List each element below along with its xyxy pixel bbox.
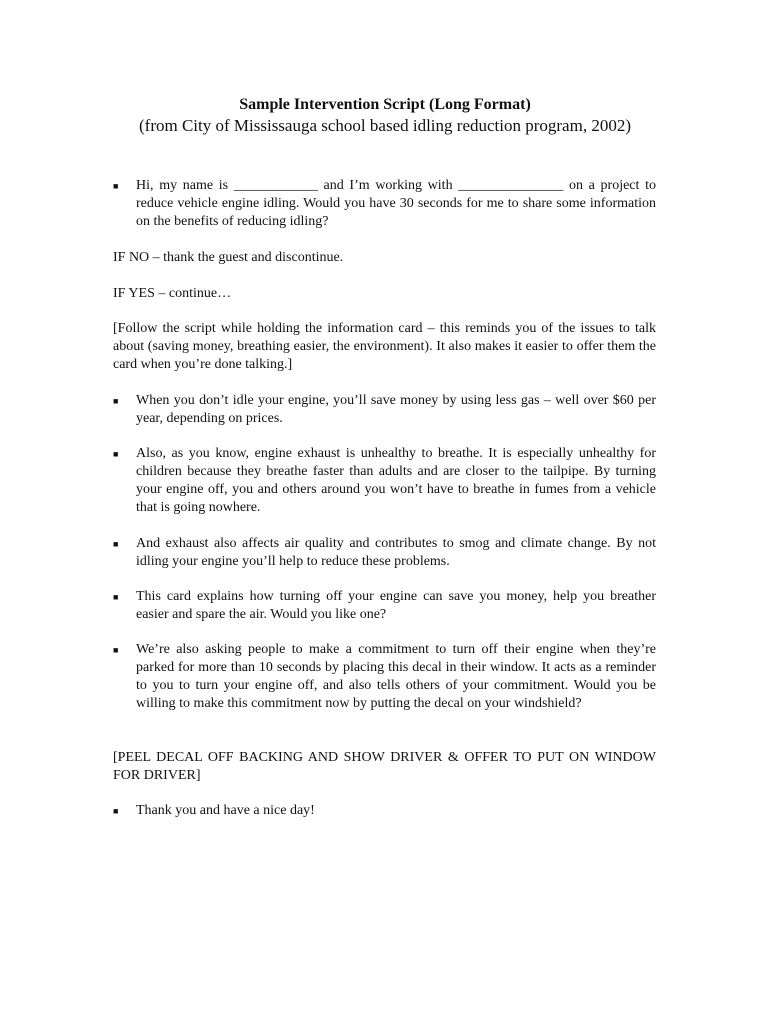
bullet-commitment [113,641,656,713]
bullet-marker: ■ [113,181,119,191]
bullet-marker: ■ [113,449,119,459]
bullet-card [113,588,656,624]
bullet-thanks [113,802,656,820]
bullet-intro [113,177,656,231]
bullet-text: We’re also asking people to make a commitment to turn off their engine when they’re parked for more than 10 seconds by placing this decal in their window. It acts as a reminder to you to turn your engine off, and also tells others of your commitment. Would you be willing to make this commitment now by putting the decal on your windshield? [136,642,656,711]
bullet-health [113,445,656,517]
bullet-text: Also, as you know, engine exhaust is unhealthy to breathe. It is especially unhealthy for children because they breathe faster than adults and are closer to the tailpipe. By turning your engine off, you and others around you won’t have to breathe in fumes from a vehicle that is going nowhere. [136,446,656,515]
instruction-paragraph: [Follow the script while holding the information card – this reminds you of the issues to talk about (saving money, breathing easier, the environment). It also makes it easier to offer them the card when you’re done talking.] [113,321,656,372]
bullet-marker: ■ [113,592,119,602]
document-title: Sample Intervention Script (Long Format) [239,96,531,113]
bullet-text: When you don’t idle your engine, you’ll save money by using less gas – well over $60 per year, depending on prices. [136,393,656,426]
bullet-text: This card explains how turning off your engine can save you money, help you breather easier and spare the air. Would you like one? [136,589,656,622]
bullet-marker: ■ [113,396,119,406]
if-no-line: IF NO – thank the guest and discontinue. [113,250,344,265]
if-yes-line: IF YES – continue… [113,286,232,301]
bullet-marker: ■ [113,539,119,549]
document-subtitle: (from City of Mississauga school based idling reduction program, 2002) [139,116,631,135]
bullet-marker: ■ [113,645,119,655]
bullet-text: Hi, my name is ____________ and I’m working with _______________ on a project to reduce vehicle engine idling. Would you have 30 seconds for me to share some information on the benefits of reducing idling? [136,178,656,229]
bullet-marker: ■ [113,806,119,816]
bullet-text: And exhaust also affects air quality and contributes to smog and climate change. By not idling your engine you’ll help to reduce these problems. [136,536,656,569]
bullet-text: Thank you and have a nice day! [136,803,315,818]
decal-instruction: [PEEL DECAL OFF BACKING AND SHOW DRIVER & OFFER TO PUT ON WINDOW FOR DRIVER] [113,750,656,783]
bullet-save-money [113,392,656,428]
bullet-air-quality [113,535,656,571]
